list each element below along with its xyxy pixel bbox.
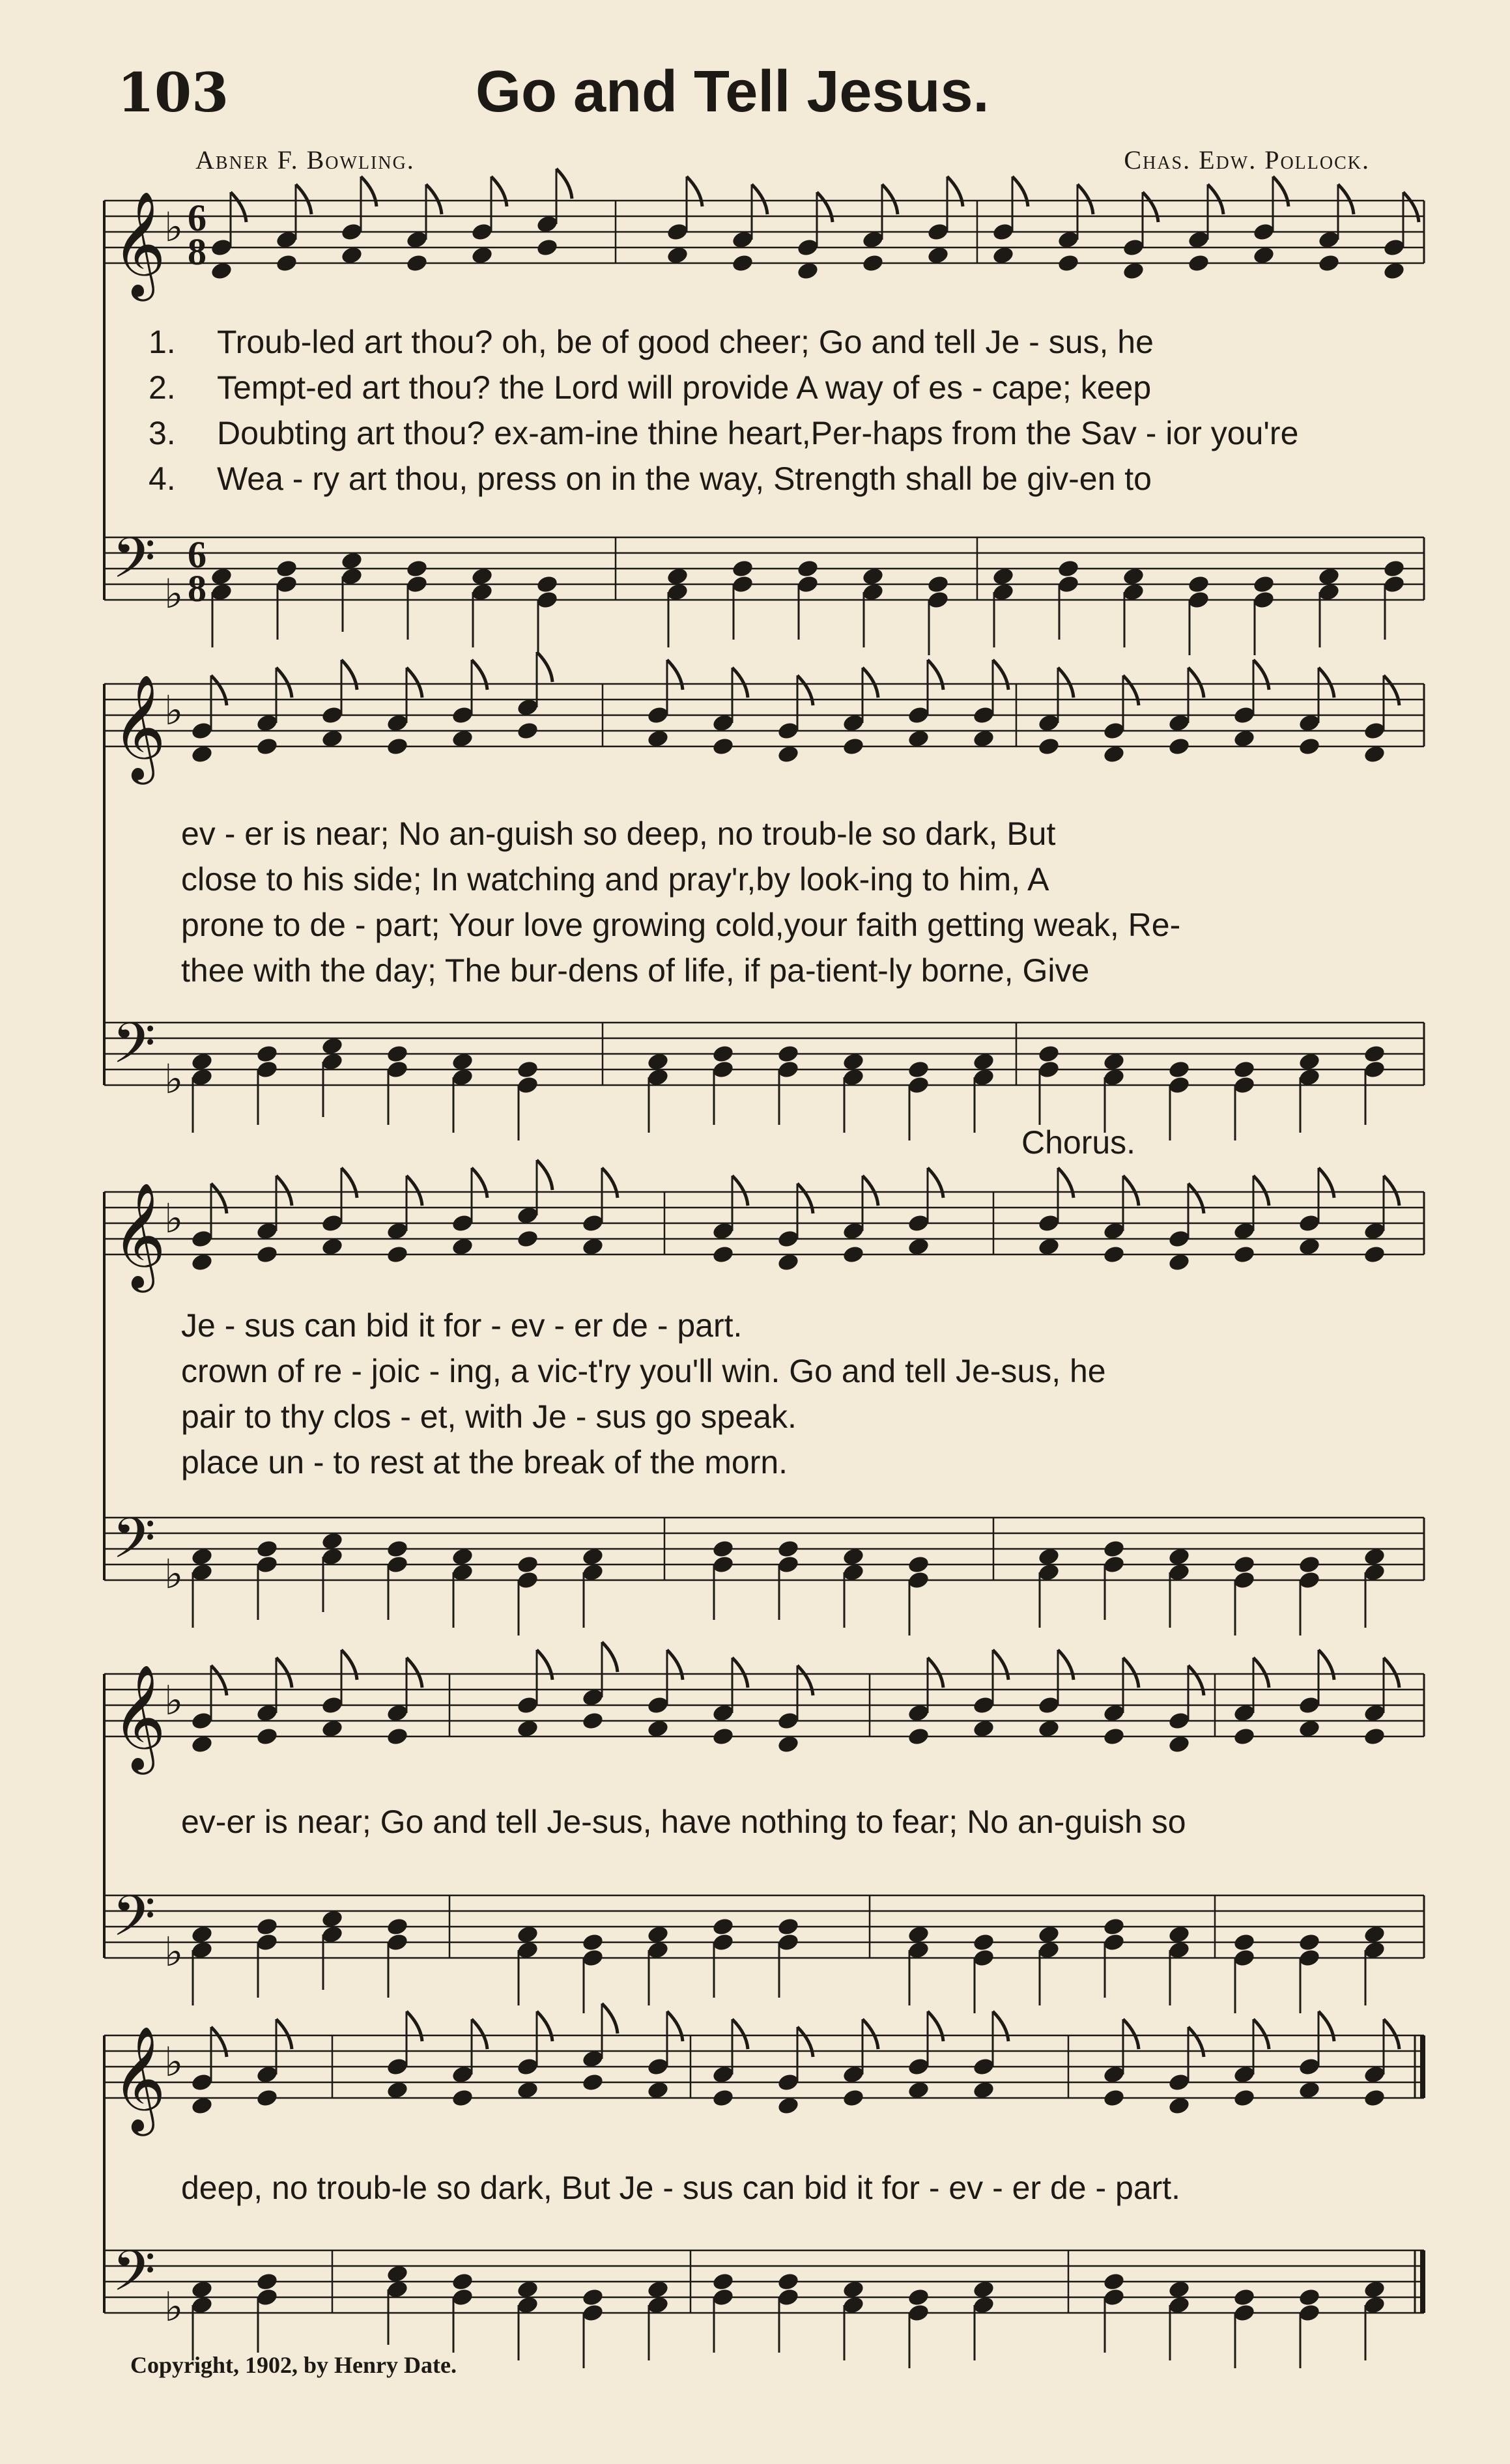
note-flag bbox=[862, 2019, 878, 2049]
note-flag bbox=[797, 1183, 813, 1213]
note-head bbox=[1232, 1727, 1256, 1747]
note-flag bbox=[928, 660, 943, 690]
note-head bbox=[581, 2287, 605, 2308]
note-flag bbox=[1188, 1183, 1204, 1213]
note-flag bbox=[537, 1160, 552, 1190]
note-flag bbox=[1143, 192, 1158, 222]
note-head bbox=[972, 1933, 995, 1953]
note-head bbox=[1102, 1245, 1126, 1265]
note-head bbox=[1167, 737, 1191, 757]
note-flag bbox=[341, 1168, 357, 1198]
note-head bbox=[386, 1917, 409, 1937]
note-head bbox=[1298, 1933, 1321, 1953]
note-head bbox=[255, 737, 279, 757]
note-flag bbox=[928, 1658, 943, 1688]
chorus-label: Chorus. bbox=[1021, 1124, 1136, 1161]
note-flag bbox=[752, 184, 767, 214]
note-flag bbox=[602, 1642, 618, 1672]
note-head bbox=[731, 253, 754, 274]
note-head bbox=[1363, 1044, 1386, 1064]
note-flag bbox=[1077, 184, 1093, 214]
note-flag bbox=[211, 2027, 227, 2057]
note-flag bbox=[296, 184, 311, 214]
note-head bbox=[1232, 1060, 1256, 1080]
note-flag bbox=[1058, 1168, 1074, 1198]
note-head bbox=[926, 574, 950, 595]
verse-4-line-c: place un - to rest at the break of the morn. bbox=[181, 1444, 788, 1480]
note-head bbox=[907, 2287, 930, 2308]
note-head bbox=[731, 559, 754, 579]
note-head bbox=[1187, 574, 1210, 595]
note-head bbox=[405, 559, 429, 579]
note-flag bbox=[472, 660, 487, 690]
note-head bbox=[796, 559, 819, 579]
verse-2-line-b: close to his side; In watching and pray'r,by look-ing to him, A bbox=[181, 861, 1049, 898]
note-flag bbox=[231, 192, 246, 222]
bass-clef-icon: 𝄢 bbox=[112, 1010, 156, 1090]
bass-clef-icon: 𝄢 bbox=[112, 1883, 156, 1962]
flat-icon: ♭ bbox=[164, 1677, 184, 1724]
note-flag bbox=[667, 1650, 683, 1680]
note-flag bbox=[732, 1658, 748, 1688]
note-head bbox=[275, 559, 298, 579]
note-flag bbox=[993, 2011, 1008, 2041]
note-flag bbox=[1384, 2019, 1399, 2049]
note-flag bbox=[1208, 184, 1223, 214]
note-flag bbox=[797, 1665, 813, 1695]
flat-icon: ♭ bbox=[164, 570, 184, 617]
note-flag bbox=[406, 2011, 422, 2041]
note-head bbox=[535, 238, 559, 258]
note-flag bbox=[341, 660, 357, 690]
note-head bbox=[535, 574, 559, 595]
note-head bbox=[1102, 1727, 1126, 1747]
note-flag bbox=[1384, 675, 1399, 705]
bass-clef-icon: 𝄢 bbox=[112, 525, 156, 604]
verse-1-line-c: Je - sus can bid it for - ev - er de - part. bbox=[181, 1307, 743, 1344]
note-head bbox=[907, 1727, 930, 1747]
note-flag bbox=[341, 1650, 357, 1680]
flat-icon: ♭ bbox=[164, 2283, 184, 2330]
note-head bbox=[516, 1229, 539, 1249]
note-head bbox=[842, 737, 865, 757]
note-flag bbox=[1384, 1176, 1399, 1206]
note-head bbox=[386, 1044, 409, 1064]
note-head bbox=[1363, 1245, 1386, 1265]
note-flag bbox=[993, 660, 1008, 690]
note-head bbox=[907, 1555, 930, 1575]
note-flag bbox=[211, 1183, 227, 1213]
note-head bbox=[581, 2073, 605, 2093]
treble-clef-icon: 𝄞 bbox=[112, 191, 166, 297]
treble-clef-icon: 𝄞 bbox=[112, 674, 166, 780]
note-head bbox=[255, 2272, 279, 2292]
note-flag bbox=[1188, 2027, 1204, 2057]
flat-icon: ♭ bbox=[164, 1928, 184, 1975]
note-flag bbox=[1058, 1650, 1074, 1680]
copyright-notice: Copyright, 1902, by Henry Date. bbox=[130, 2352, 457, 2378]
flat-icon: ♭ bbox=[164, 1195, 184, 1242]
chorus-lyric-line-1: ev-er is near; Go and tell Je-sus, have nothing to fear; No an-guish so bbox=[181, 1804, 1186, 1840]
note-flag bbox=[928, 2011, 943, 2041]
time-signature-denominator: 8 bbox=[188, 567, 207, 610]
note-head bbox=[581, 1711, 605, 1731]
note-head bbox=[711, 1245, 735, 1265]
note-head bbox=[386, 1727, 409, 1747]
note-flag bbox=[276, 2019, 292, 2049]
note-head bbox=[581, 1933, 605, 1953]
note-flag bbox=[1123, 1176, 1139, 1206]
note-head bbox=[1102, 2272, 1126, 2292]
note-head bbox=[711, 2272, 735, 2292]
note-head bbox=[1298, 737, 1321, 757]
note-flag bbox=[276, 1658, 292, 1688]
note-flag bbox=[1403, 192, 1419, 222]
note-flag bbox=[993, 1650, 1008, 1680]
note-flag bbox=[947, 177, 963, 206]
note-head bbox=[1232, 1245, 1256, 1265]
note-flag bbox=[1253, 1176, 1269, 1206]
verse-3-line-a: 3. Doubting art thou? ex-am-ine thine heart,Per-haps from the Sav - ior you're bbox=[149, 415, 1299, 451]
note-head bbox=[711, 737, 735, 757]
note-head bbox=[1037, 1044, 1061, 1064]
note-head bbox=[1167, 1060, 1191, 1080]
treble-clef-icon: 𝄞 bbox=[112, 2026, 166, 2132]
note-flag bbox=[732, 668, 748, 698]
verse-1-line-a: 1. Troub-led art thou? oh, be of good cheer; Go and tell Je - sus, he bbox=[149, 324, 1154, 360]
note-head bbox=[1252, 574, 1275, 595]
treble-clef-icon: 𝄞 bbox=[112, 1182, 166, 1288]
note-head bbox=[1037, 737, 1061, 757]
verse-3-line-c: pair to thy clos - et, with Je - sus go speak. bbox=[181, 1398, 797, 1435]
note-flag bbox=[537, 2011, 552, 2041]
note-flag bbox=[1123, 1658, 1139, 1688]
note-head bbox=[1232, 1555, 1256, 1575]
note-head bbox=[842, 1245, 865, 1265]
note-flag bbox=[537, 1650, 552, 1680]
note-flag bbox=[1123, 2019, 1139, 2049]
note-head bbox=[1232, 2287, 1256, 2308]
note-head bbox=[1298, 1555, 1321, 1575]
time-signature-numerator: 6 bbox=[188, 197, 207, 239]
flat-icon: ♭ bbox=[164, 687, 184, 734]
note-head bbox=[842, 2088, 865, 2108]
note-flag bbox=[1318, 2011, 1334, 2041]
note-flag bbox=[1318, 1168, 1334, 1198]
note-flag bbox=[797, 675, 813, 705]
note-head bbox=[711, 1539, 735, 1559]
note-flag bbox=[406, 1658, 422, 1688]
note-flag bbox=[556, 169, 572, 199]
verse-2-line-a: 2. Tempt-ed art thou? the Lord will provide A way of es - cape; keep bbox=[149, 369, 1152, 406]
note-flag bbox=[472, 1168, 487, 1198]
note-head bbox=[1232, 2088, 1256, 2108]
flat-icon: ♭ bbox=[164, 1550, 184, 1598]
note-head bbox=[1057, 559, 1080, 579]
note-head bbox=[711, 1044, 735, 1064]
note-flag bbox=[1012, 177, 1028, 206]
note-head bbox=[275, 253, 298, 274]
note-head bbox=[405, 253, 429, 274]
note-head bbox=[516, 1060, 539, 1080]
note-flag bbox=[1273, 177, 1289, 206]
note-flag bbox=[406, 668, 422, 698]
note-flag bbox=[1123, 675, 1139, 705]
bass-clef-icon: 𝄢 bbox=[112, 2238, 156, 2317]
note-flag bbox=[1253, 2019, 1269, 2049]
note-head bbox=[776, 1539, 800, 1559]
note-flag bbox=[687, 177, 702, 206]
note-flag bbox=[211, 675, 227, 705]
note-head bbox=[255, 2088, 279, 2108]
note-flag bbox=[1318, 1650, 1334, 1680]
note-flag bbox=[276, 1176, 292, 1206]
composer-credit: Chas. Edw. Pollock. bbox=[1124, 145, 1370, 175]
note-flag bbox=[406, 1176, 422, 1206]
note-head bbox=[255, 1917, 279, 1937]
note-flag bbox=[1253, 660, 1269, 690]
verse-4-line-a: 4. Wea - ry art thou, press on in the way, Strength shall be giv-en to bbox=[149, 460, 1152, 497]
treble-clef-icon: 𝄞 bbox=[112, 1664, 166, 1770]
note-head bbox=[1232, 1933, 1256, 1953]
note-head bbox=[861, 253, 885, 274]
note-flag bbox=[928, 1168, 943, 1198]
note-flag bbox=[862, 1176, 878, 1206]
note-head bbox=[255, 1245, 279, 1265]
note-flag bbox=[602, 1168, 618, 1198]
note-head bbox=[1363, 2088, 1386, 2108]
note-head bbox=[1102, 2088, 1126, 2108]
note-head bbox=[711, 1727, 735, 1747]
note-head bbox=[711, 1917, 735, 1937]
note-flag bbox=[602, 2004, 618, 2033]
note-flag bbox=[732, 2019, 748, 2049]
time-signature-denominator: 8 bbox=[188, 231, 207, 273]
note-head bbox=[255, 1044, 279, 1064]
note-flag bbox=[361, 177, 377, 206]
note-flag bbox=[1058, 668, 1074, 698]
note-flag bbox=[882, 184, 898, 214]
note-head bbox=[776, 2272, 800, 2292]
note-flag bbox=[1188, 1665, 1204, 1695]
note-head bbox=[776, 1917, 800, 1937]
note-head bbox=[516, 721, 539, 741]
note-flag bbox=[667, 660, 683, 690]
note-head bbox=[1102, 1917, 1126, 1937]
chorus-lyric-line-2: deep, no troub-le so dark, But Je - sus can bid it for - ev - er de - part. bbox=[181, 2170, 1181, 2206]
note-flag bbox=[667, 2011, 683, 2041]
verse-1-line-b: ev - er is near; No an-guish so deep, no troub-le so dark, But bbox=[181, 815, 1056, 852]
note-flag bbox=[732, 1176, 748, 1206]
note-head bbox=[386, 737, 409, 757]
note-flag bbox=[1318, 668, 1334, 698]
verse-3-line-b: prone to de - part; Your love growing cold,your faith getting weak, Re- bbox=[181, 907, 1181, 943]
lyricist-credit: Abner F. Bowling. bbox=[195, 145, 415, 175]
note-head bbox=[255, 1539, 279, 1559]
note-flag bbox=[817, 192, 833, 222]
hymn-title: Go and Tell Jesus. bbox=[476, 59, 990, 124]
note-head bbox=[451, 2272, 474, 2292]
note-head bbox=[451, 2088, 474, 2108]
note-head bbox=[255, 1727, 279, 1747]
time-signature-numerator: 6 bbox=[188, 533, 207, 576]
note-head bbox=[1057, 253, 1080, 274]
note-flag bbox=[537, 652, 552, 682]
note-flag bbox=[797, 2027, 813, 2057]
note-flag bbox=[1253, 1658, 1269, 1688]
hymn-number: 103 bbox=[117, 62, 229, 124]
note-head bbox=[516, 1555, 539, 1575]
note-head bbox=[1382, 559, 1406, 579]
note-head bbox=[1298, 2287, 1321, 2308]
verse-4-line-b: thee with the day; The bur-dens of life, if pa-tient-ly borne, Give bbox=[181, 952, 1090, 989]
verse-2-line-c: crown of re - joic - ing, a vic-t'ry you'll win. Go and tell Je-sus, he bbox=[181, 1353, 1106, 1389]
note-flag bbox=[276, 668, 292, 698]
note-flag bbox=[211, 1665, 227, 1695]
note-head bbox=[1317, 253, 1341, 274]
note-flag bbox=[1338, 184, 1354, 214]
note-flag bbox=[1188, 668, 1204, 698]
flat-icon: ♭ bbox=[164, 1055, 184, 1103]
note-head bbox=[386, 1245, 409, 1265]
bass-clef-icon: 𝄢 bbox=[112, 1505, 156, 1585]
note-head bbox=[711, 2088, 735, 2108]
note-head bbox=[1363, 1727, 1386, 1747]
note-flag bbox=[1384, 1658, 1399, 1688]
note-flag bbox=[491, 177, 507, 206]
flat-icon: ♭ bbox=[164, 203, 184, 251]
flat-icon: ♭ bbox=[164, 2038, 184, 2086]
note-head bbox=[1102, 1539, 1126, 1559]
note-head bbox=[907, 1060, 930, 1080]
final-barline-thick bbox=[1420, 2035, 1425, 2098]
note-flag bbox=[426, 184, 442, 214]
note-flag bbox=[472, 2019, 487, 2049]
note-head bbox=[776, 1044, 800, 1064]
final-barline-thick bbox=[1420, 2250, 1425, 2313]
note-flag bbox=[862, 668, 878, 698]
note-head bbox=[1187, 253, 1210, 274]
note-head bbox=[386, 1539, 409, 1559]
